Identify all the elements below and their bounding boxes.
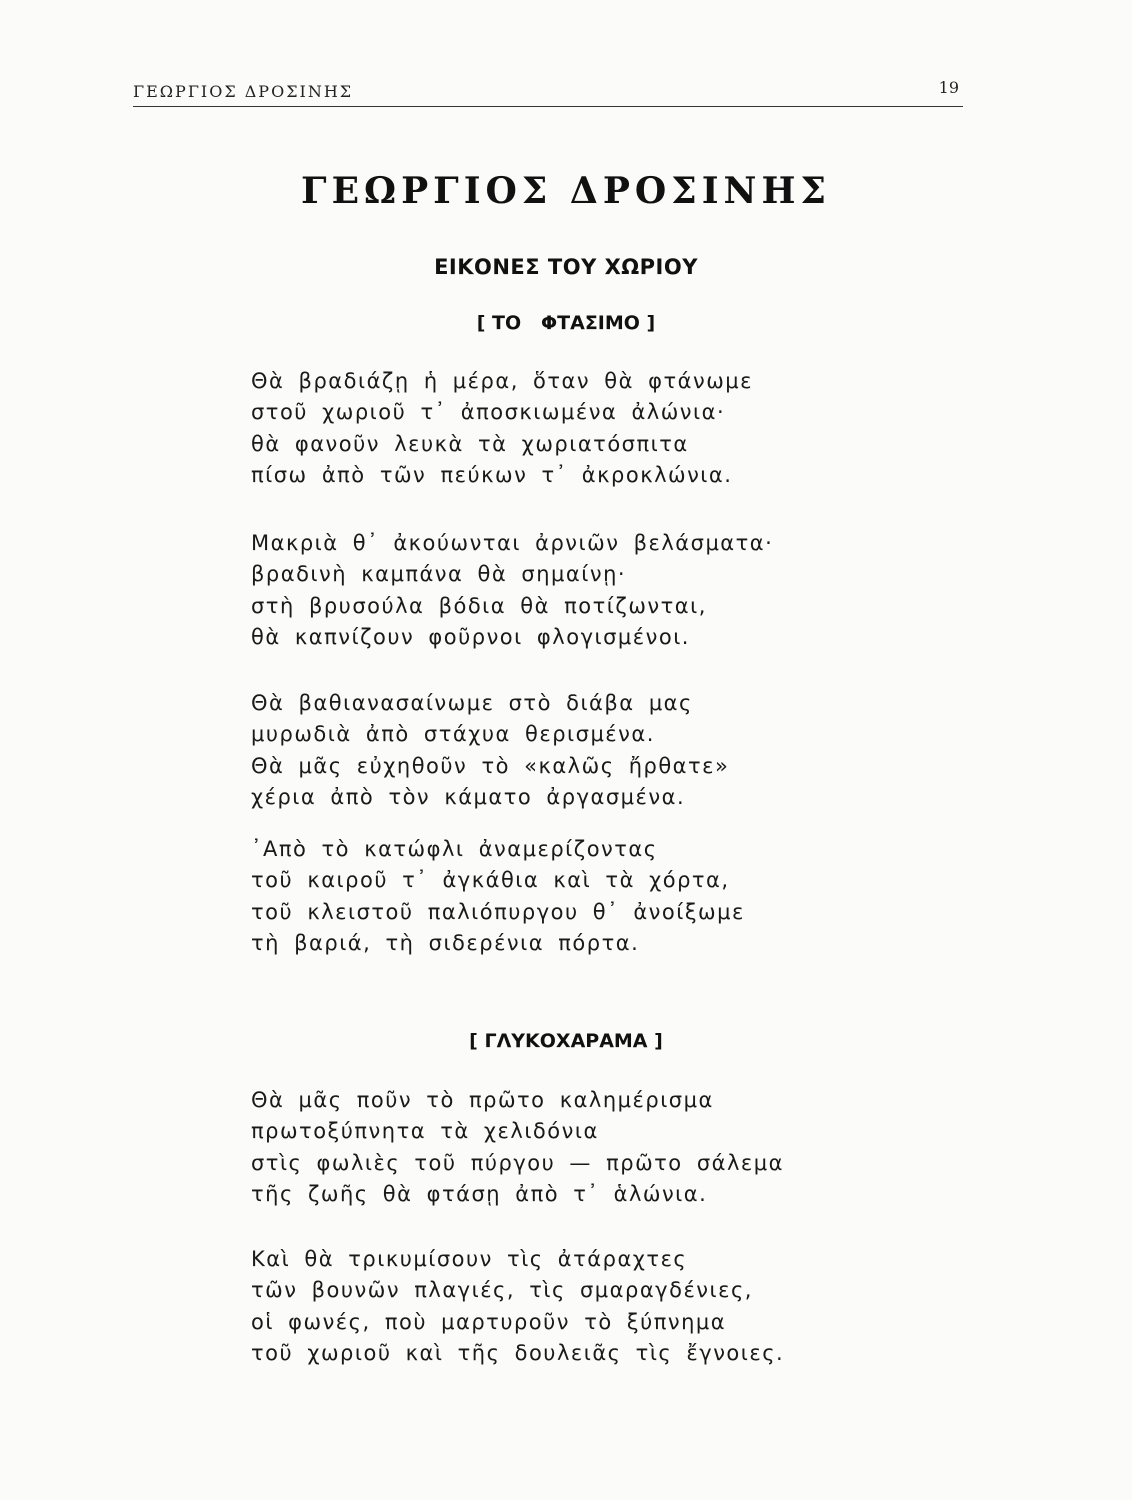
verse-line: τοῦ κλειστοῦ παλιόπυργου θ᾽ ἀνοίξωμε	[251, 899, 745, 924]
stanza-1	[251, 366, 851, 491]
verse-line: τοῦ καιροῦ τ᾽ ἀγκάθια καὶ τὰ χόρτα,	[251, 868, 730, 893]
verse-line: μυρωδιὰ ἀπὸ στάχυα θερισμένα.	[251, 722, 655, 747]
running-title: ΓΕΩΡΓΙΟΣ ΔΡΟΣΙΝΗΣ	[133, 82, 354, 101]
verse-line: πρωτοξύπνητα τὰ χελιδόνια	[251, 1119, 599, 1144]
page-number: 19	[938, 78, 959, 97]
verse-line: στὶς φωλιὲς τοῦ πύργου — πρῶτο σάλεμα	[251, 1150, 784, 1175]
verse-line: οἱ φωνές, ποὺ μαρτυροῦν τὸ ξύπνημα	[251, 1309, 727, 1334]
running-head	[133, 78, 963, 108]
section-title-glykocharama: [ ΓΛΥΚΟΧΑΡΑΜΑ ]	[469, 1030, 663, 1052]
collection-title: ΕΙΚΟΝΕΣ ΤΟΥ ΧΩΡΙΟΥ	[434, 255, 698, 279]
verse-line: τοῦ χωριοῦ καὶ τῆς δουλειᾶς τὶς ἔγνοιες.	[251, 1340, 785, 1365]
verse-line: Μακριὰ θ᾽ ἀκούωνται ἀρνιῶν βελάσματα·	[251, 531, 774, 555]
verse-line: Θὰ μᾶς ποῦν τὸ πρῶτο καλημέρισμα	[251, 1088, 714, 1112]
verse-line: Θὰ μᾶς εὐχηθοῦν τὸ «καλῶς ἤρθατε»	[251, 753, 730, 778]
verse-line: θὰ φανοῦν λευκὰ τὰ χωριατόσπιτα	[251, 431, 689, 456]
stanza-2	[251, 528, 851, 653]
verse-line: τῆς ζωῆς θὰ φτάσῃ ἀπὸ τ᾽ ἁλώνια.	[251, 1181, 708, 1206]
verse-line: ᾿Απὸ τὸ κατώφλι ἀναμερίζοντας	[251, 837, 658, 861]
stanza-6	[251, 1244, 851, 1369]
verse-line: στὴ βρυσούλα βόδια θὰ ποτίζωνται,	[251, 593, 707, 618]
stanza-3	[251, 688, 851, 813]
verse-line: χέρια ἀπὸ τὸν κάματο ἀργασμένα.	[251, 784, 686, 809]
verse-line: Καὶ θὰ τρικυμίσουν τὶς ἀτάραχτες	[251, 1247, 688, 1271]
verse-line: βραδινὴ καμπάνα θὰ σημαίνῃ·	[251, 562, 627, 587]
author-heading: ΓΕΩΡΓΙΟΣ ΔΡΟΣΙΝΗΣ	[301, 170, 831, 212]
verse-line: τὴ βαριά, τὴ σιδερένια πόρτα.	[251, 930, 640, 955]
verse-line: θὰ καπνίζουν φοῦρνοι φλογισμένοι.	[251, 624, 690, 649]
stanza-4	[251, 834, 851, 959]
verse-line: στοῦ χωριοῦ τ᾽ ἀποσκιωμένα ἀλώνια·	[251, 400, 726, 425]
section-title-ftasimo: [ ΤΟ ΦΤΑΣΙΜΟ ]	[476, 312, 656, 334]
header-rule	[133, 106, 963, 107]
verse-line: τῶν βουνῶν πλαγιές, τὶς σμαραγδένιες,	[251, 1278, 753, 1303]
stanza-5	[251, 1085, 851, 1210]
verse-line: πίσω ἀπὸ τῶν πεύκων τ᾽ ἀκροκλώνια.	[251, 462, 733, 487]
verse-line: Θὰ βαθιανασαίνωμε στὸ διάβα μας	[251, 691, 693, 715]
verse-line: Θὰ βραδιάζῃ ἡ μέρα, ὅταν θὰ φτάνωμε	[251, 369, 754, 393]
